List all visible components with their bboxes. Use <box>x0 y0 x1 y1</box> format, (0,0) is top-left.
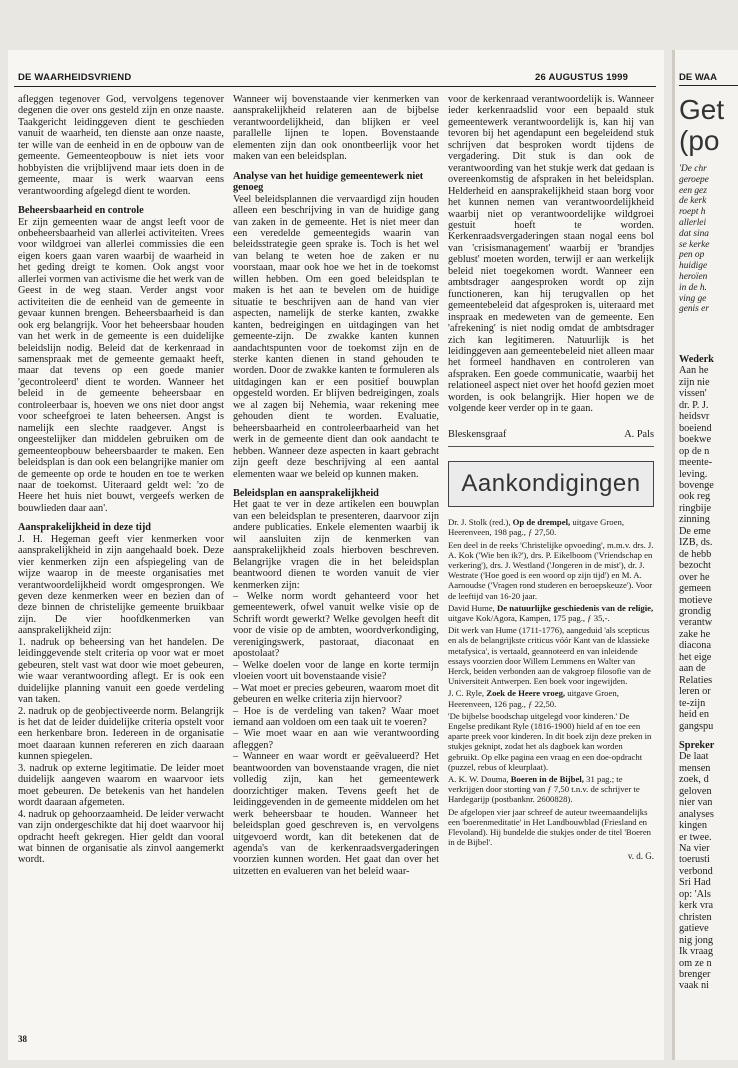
paragraph: – Welke doelen voor de lange en korte termijn vloeien voort uit bovenstaande visie? <box>233 659 439 683</box>
next-page-partial <box>672 50 738 1060</box>
next-page-line: IZB, ds. <box>679 537 713 549</box>
paragraph: Het gaat te ver in deze artikelen een bouwplan van een beleidsplan te presenteren, daarvoor zijn andere publicaties. Enkele elementen waarbij ik wil aansluiten zijn de kenmerken van aansprakelijkheid zoals hierboven beschreven. Belangrijke vragen die in het beleidsplan beantwoord dienen te worden vanuit de vier kenmerken zijn: <box>233 499 439 591</box>
next-page-line: de hebb <box>679 548 712 560</box>
next-page-line: boeiend <box>679 422 712 434</box>
next-page-line: zake he <box>679 628 711 640</box>
next-page-intro-line: 'De chr <box>679 164 707 174</box>
next-page-line: ook reg <box>679 491 711 503</box>
next-page-line: diacona <box>679 640 712 652</box>
article-column-3 <box>448 94 654 863</box>
announcement-text: David Hume, <box>448 602 497 613</box>
next-page-line: gangspu <box>679 720 714 732</box>
section-heading: Beleidsplan en aansprakelijkheid <box>233 487 379 499</box>
next-page-intro-line: heroïen <box>679 271 708 282</box>
paragraph: 3. nadruk op externe legitimatie. De leider moet duidelijk aangeven waarom en waarvoor iets moet gebeuren. De betekenis van het handelen wordt daaraan afgemeten. <box>18 762 224 809</box>
announcement-text: De afgelopen vier jaar schreef de auteur tweemaandelijks een 'boerenmeditatie' in Het Landbouwblad (Friesland en Flevoland). Hij bundelde die stukjes onder de titel 'Boeren in de Bijbel'. <box>448 806 652 848</box>
next-page-line: bovenge <box>679 479 714 491</box>
book-title: Boeren in de Bijbel, <box>510 774 584 785</box>
next-page-line: te-zijn <box>679 697 706 709</box>
announcement-entry <box>448 517 654 537</box>
announcement-details: 31 pag.; te verkrijgen door storting van ƒ 7,50 t.n.v. de schrijver te Hardegarijp (postbanknr. 2600828). <box>448 774 640 805</box>
paragraph: 2. nadruk op de geobjectiveerde norm. Belangrijk is het dat de leider duidelijke criteria opstelt voor een herkenbare bron. Iedereen in de organisatie moet daaraan kunnen refereren en zich daaraan kunnen spiegelen. <box>18 705 224 763</box>
next-page-line: over he <box>679 571 710 583</box>
announcement-text: J. C. Ryle, <box>448 688 487 699</box>
next-page-line: zoek, d <box>679 774 709 786</box>
announcement-entry <box>448 688 654 708</box>
announcement-entry <box>448 603 654 623</box>
next-page-line: om ze n <box>679 957 712 969</box>
paragraph: 4. nadruk op gehoorzaamheid. De leider verwacht van zijn ondergeschikte dat hij doet waarvoor hij opdracht heeft gekregen. Hier geldt dan vooral wat binnen de organisatie als zinvol aangemerkt wordt. <box>18 808 224 866</box>
next-page-line: leren or <box>679 686 711 698</box>
next-page-intro-line: huidige <box>679 261 708 272</box>
publication-title: DE WAARHEIDSVRIEND <box>18 72 132 83</box>
paragraph: – Wat moet er precies gebeuren, waarom moet dit gebeuren en welke criteria zijn hiervoor? <box>233 682 439 706</box>
next-page-line: zinning <box>679 514 710 526</box>
announcement-entry <box>448 711 654 772</box>
next-page-intro-line: se kerke <box>679 239 710 250</box>
announcement-entry <box>448 807 654 848</box>
next-page-intro-line: roept h <box>679 207 706 218</box>
next-page-line: Ik vraag <box>679 946 714 958</box>
paragraph: Veel beleidsplannen die vervaardigd zijn houden alleen een beschrijving in van de huidige gang van zaken in de gemeente. Het is niet meer dan een veredelde gemeentegids waarin van beleidsstrategie geen sprake is. Toch is het wel van belang te weten hoe de zaken er nu voorstaan, maar ook hoe we het in de toekomst willen hebben. Om een goed beleidsplan te maken is het aan te bevelen om de huidige situatie te beschrijven aan de hand van vier aspecten, namelijk de sterke kanten, zwakke kanten, bedreigingen en uitdagingen van het gemeente-zijn. De zwakke kanten kunnen aandachtspunten voor de toekomst zijn en de sterke kanten dienen in stand gehouden te worden. Door de zwakke kanten te formuleren als uitdagingen kan er een positief bouwplan opgesteld worden. Er blijven bedreigingen, zoals we al zagen bij Nehemia, waar rekening mee gehouden dient te worden. Evaluatie, beheersbaarheid en controleerbaarheid van het werk in de gemeente dient dan ook aandacht te hebben. Wanneer deze aspecten in kaart gebracht zijn geeft deze beschrijving al een aantal elementen waar we beleid op kunnen maken. <box>233 193 439 480</box>
next-page-intro-line: pen op <box>679 250 705 261</box>
next-page-intro-line: geroepe <box>679 174 709 185</box>
signature-author: A. Pals <box>624 428 654 440</box>
next-page-line: analyses <box>679 808 714 820</box>
next-page-line: vissen' <box>679 388 707 400</box>
next-page-line: heidsvr <box>679 411 710 423</box>
announcement-details: uitgave Kok/Agora, Kampen, 175 pag., ƒ 35,-. <box>448 612 610 623</box>
article-column-2 <box>233 94 439 877</box>
article-column-3-text <box>448 94 654 415</box>
next-page-header: DE WAA <box>679 72 717 83</box>
paragraph: J. H. Hegeman geeft vier kenmerken voor aansprakelijkheid in zijn aangehaald boek. Deze vier kenmerken zijn een afspiegeling van de wijze waarop in de meeste organisaties met verantwoordelijkheid wordt omgesprongen. We geven deze kenmerken weer en bezien dan of deze binnen de christelijke gemeente bruikbaar zijn. De vier hoofdkenmerken van aansprakelijkheid zijn: <box>18 533 224 637</box>
paragraph: – Wanneer en waar wordt er geëvalueerd? Het beantwoorden van bovenstaande vragen, die niet volledig zijn, kan het gemeentewerk doorzichtiger maken. Tevens geeft het de leidinggevenden in de gemeente middelen om het werk beheersbaar te houden. Wanneer het beleidsplan goed geschreven is, en vervolgens uitgevoerd wordt, kan dit betekenen dat de agenda's van de kerkenraadsvergaderingen voorzien kunnen worden. Het gaat dan over het uitzetten en evalueren van het beleid waar- <box>233 751 439 877</box>
announcements-title: Aankondigingen <box>461 470 641 498</box>
next-page-line: brenger <box>679 969 711 981</box>
announcement-text: 'De bijbelse boodschap uitgelegd voor kinderen.' De Engelse predikant Ryle (1816-1900) hield af en toe een aparte preek voor kinderen. In dit boek zijn deze preken in stukjes geknipt, zodat het als dagboek kan worden gebruikt. Op elke pagina een vraag en een doe-opdracht (puzzel, rebus of kleurplaat). <box>448 710 652 772</box>
next-page-line: Na vier <box>679 843 710 855</box>
announcement-text: Een deel in de reeks 'Christelijke opvoeding', m.m.v. drs. J. A. Kok ('Wie ben ik?'), drs. P. Eikelboom ('Vriendschap en verkering'), drs. J. Westland ('Jongeren in de mist'), dr. J. Westrate ('Hoe goed is een woord op zijn tijd') en M. A. Aarnoudse ('Vragen rond studeren en beroepskeuze'). Voor de leeftijd van 16-20 jaar. <box>448 539 654 601</box>
page-number: 38 <box>18 1034 27 1044</box>
article-signature <box>448 429 654 447</box>
issue-date: 26 AUGUSTUS 1999 <box>535 72 629 83</box>
next-page-header-rule <box>679 85 738 86</box>
next-page-line: De eme <box>679 525 711 537</box>
next-page-line: meente- <box>679 457 713 469</box>
announcement-entry <box>448 625 654 686</box>
next-page-line: leving. <box>679 468 708 480</box>
next-page-line: verbond <box>679 865 713 877</box>
next-page-line: toerusti <box>679 854 710 866</box>
next-page-line: dr. P. J. <box>679 399 709 411</box>
announcement-details: uitgave Groen, Heerenveen, 126 pag., ƒ 22,50. <box>448 688 619 709</box>
section-heading: Aansprakelijkheid in deze tijd <box>18 522 152 534</box>
next-page-intro-line: de kerk <box>679 196 707 207</box>
next-page-title: Get (po <box>679 94 725 156</box>
announcements-initials: v. d. G. <box>627 851 654 862</box>
book-title: Zoek de Heere vroeg, <box>486 688 566 699</box>
next-page-intro-line: genis er <box>679 304 709 315</box>
next-page-subheading: Spreker <box>679 739 715 751</box>
next-page-line: heid en <box>679 709 710 721</box>
announcement-text: Dit werk van Hume (1711-1776), aangeduid 'als scepticus en als de belangrijkste criticus vóór Kant van de klassieke metafysica', is vertaald, geannoteerd en van inleidende essays voorzien door Willem Lemmens en Walter van Herck, beiden verbonden aan de vakgroep filosofie van de Universiteit Antwerpen. Een boek voor ingewijden. <box>448 625 651 687</box>
announcement-entry <box>448 774 654 805</box>
next-page-line: verantw <box>679 617 713 629</box>
next-page-line: De laat <box>679 751 709 763</box>
announcement-text: A. K. W. Douma, <box>448 774 511 785</box>
paragraph: voor de kerkenraad verantwoordelijk is. Wanneer ieder kerkenraadslid voor een bepaald stuk gemeentewerk verantwoordelijk is, kan hij van tevoren bij het agendapunt een begeleidend stuk schrijven dat besproken wordt tijdens de vergadering. Dit stuk is dan ook de verantwoording van het stukje werk dat gedaan is overeenkomstig de afspraken in het beleidsplan. Helderheid en aansprakelijkheid staan borg voor het kunnen nemen van verantwoordelijkheid waarbij niet op verantwoordelijke wildgroei gestuit hoeft te worden. Kerkenraadsvergaderingen staan nogal eens bol van 'crisismanagement' waarbij er 'brandjes geblust' moeten worden, terwijl er aan werkelijk beleid niet toegekomen wordt. Wanneer een ambtsdrager aangesproken wordt op zijn functioneren, kan hij terugvallen op het gemeentebeleid dat afgesproken is, uiteraard met inspraak en medeweten van de gemeente. Een 'afrekening' is niet nodig omdat de ambtsdrager zich kan legitimeren. Natuurlijk is het leidinggeven aan gemeentebeleid niet alleen maar het formeel handhaven en controleren van afspraken. Een goede communicatie, waarbij het relationeel aspect niet over het hoofd gezien moet worden, is ook belangrijk. Hier hopen we de volgende keer verder op in te gaan. <box>448 94 654 415</box>
paragraph: – Hoe is de verdeling van taken? Waar moet iemand aan voldoen om een taak uit te voeren? <box>233 705 439 729</box>
book-title: De natuurlijke geschiedenis van de religie, <box>496 602 654 613</box>
next-page-line: bezocht <box>679 560 712 572</box>
next-page-line: Sri Had <box>679 877 711 889</box>
next-page-line: op de n <box>679 445 710 457</box>
next-page-line: geloven <box>679 785 712 797</box>
paragraph: Wanneer wij bovenstaande vier kenmerken van aansprakelijkheid relateren aan de bijbelse verantwoordelijkheid, dan blijken er veel parallelle lijnen te lopen. Bovenstaande elementen zijn dan ook onontbeerlijk voor het maken van een beleidsplan. <box>233 94 439 163</box>
next-page-line: nig jong <box>679 934 714 946</box>
paragraph: – Welke norm wordt gehanteerd voor het gemeentewerk, ofwel vanuit welke visie op de Schrift wordt gewerkt? Welke gevolgen heeft dit voor de visie op de ambten, woordverkondiging, verenigingswerk, pastoraat, diaconaat en apostolaat? <box>233 591 439 660</box>
next-page-line: boekwe <box>679 434 712 446</box>
next-page-body <box>679 346 738 992</box>
next-page-line: vaak ni <box>679 980 710 992</box>
next-page-line: nier van <box>679 797 713 809</box>
next-page-line: Relaties <box>679 674 713 686</box>
next-page-line: grondig <box>679 605 712 617</box>
next-page-line: christen <box>679 911 712 923</box>
next-page-line: Aan he <box>679 365 709 377</box>
next-page-line: aan de <box>679 663 706 675</box>
next-page-intro <box>679 164 738 315</box>
next-page-line: gemeen <box>679 583 712 595</box>
next-page-line: het eige <box>679 651 712 663</box>
next-page-intro-line: een gez <box>679 185 707 196</box>
next-page-intro-line: ving ge <box>679 293 707 304</box>
next-page-intro-line: in de h. <box>679 282 707 293</box>
announcements-list <box>448 517 654 847</box>
next-page-line: zijn nie <box>679 376 710 388</box>
next-page-intro-line: allerlei <box>679 217 707 228</box>
paragraph: 1. nadruk op beheersing van het handelen. De leidinggevende stelt criteria op voor wat er moet gebeuren, stelt vast wat door wie moet gebeuren, wie waar verantwoording aflegt. Er is ook een duidelijke planning vanuit een goede verdeling van taken. <box>18 636 224 706</box>
next-page-line: op: 'Als <box>679 888 711 900</box>
book-title: Op de drempel, <box>512 517 571 528</box>
signature-place: Bleskensgraaf <box>448 428 507 440</box>
paragraph: – Wie moet waar en aan wie verantwoording afleggen? <box>233 728 439 751</box>
announcements-heading-box <box>448 461 654 507</box>
announcement-details: uitgave Groen, Heerenveen, 198 pag., ƒ 27,50. <box>448 517 624 538</box>
next-page-intro-line: dat sina <box>679 228 709 239</box>
next-page-subheading: Wederk <box>679 354 714 365</box>
announcement-entry <box>448 540 654 601</box>
next-page-line: er twee. <box>679 831 712 843</box>
header-rule <box>14 86 656 87</box>
next-page-line: kingen <box>679 820 708 832</box>
section-heading: Analyse van het huidige gemeentewerk niet genoeg <box>233 170 424 194</box>
paragraph: afleggen tegenover God, vervolgens tegenover degenen die over ons gesteld zijn en onze naaste. Taakgericht leidinggeven dient te geschieden vanuit de waarheid, ten dienste aan onze naaste, ter wille van de eenheid in en de opbouw van de gemeente. Gemeenteopbouw is niet iets voor hobbyisten die vrijblijvend maar iets doen in de gemeente, maar is werk waarvan eens verantwoording afgelegd dient te worden. <box>18 94 224 197</box>
announcement-text: Dr. J. Stolk (red.), <box>448 517 513 528</box>
next-page-line: ringbije <box>679 502 712 514</box>
next-page-line: mensen <box>679 762 711 774</box>
paragraph: Er zijn gemeenten waar de angst leeft voor de onbeheersbaarheid van allerlei activiteiten. Vrees voor wildgroei van allerlei commissies die een eigen koers gaan varen waarbij de waarheid in het geding dreigt te komen. Ook angst voor allerlei vormen van activisme die het werk van de Geest in de weg staan. Verder angst voor activiteiten die de eenheid van de gemeente in gevaar kunnen brengen. Beheersbaarheid is dan ook erg belangrijk. Voor het beheersbaar houden van het werk in de gemeente is een duidelijke beleidslijn nodig. Beleid dat de kerkenraad in samenspraak met de gemeente gemaakt heeft, maar dat tevens op een goede manier 'gecontroleerd' dient te worden. Wanneer het beleid in de gemeente beheersbaar en controleerbaar is, hoeven we ons niet door angst voor scheefgroei te laten beheersen. Angst is namelijk een slechte raadgever. Angst is ongeestelijker dan middelen gebruiken om de gemeenteopbouw beheersbaarder te maken. Een beleidsplan is dan ook een belangrijke manier om de gemeente op orde te houden en toe te werken naar de toekomst. Uiteraard geldt wel: 'zo de Heere het huis niet bouwt, vergeefs werken de bouwlieden daar aan'. <box>18 216 224 514</box>
next-page-line: motieve <box>679 594 713 606</box>
article-column-1 <box>18 94 224 866</box>
next-page-line: kerk vra <box>679 900 714 912</box>
next-page-line: gatieve <box>679 923 709 935</box>
section-heading: Beheersbaarheid en controle <box>18 205 144 217</box>
